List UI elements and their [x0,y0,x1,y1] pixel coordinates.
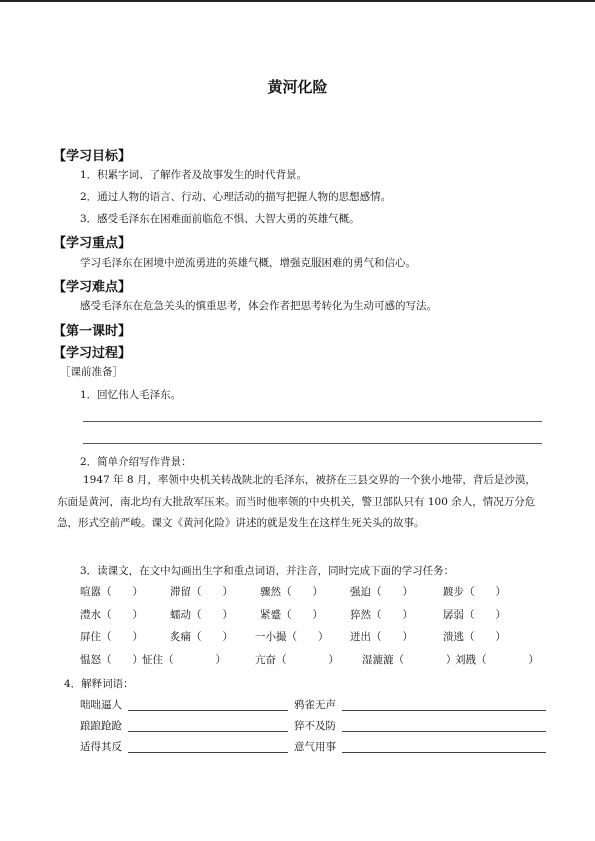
vocab-item[interactable]: 一小撮（ ） [255,631,329,643]
term-label: 猝不及防 [294,720,336,732]
vocab-item[interactable]: 怔住（ ） [142,654,226,666]
objectives-heading: 【学习目标】 [53,149,132,164]
definition-blank[interactable] [342,752,546,753]
vocab-item[interactable]: 孱弱（ ） [443,609,506,621]
vocab-item[interactable]: 屏住（ ） [80,631,143,643]
vocab-item[interactable]: 愠怒（ ） [80,654,143,666]
background-paragraph [57,470,537,535]
key-points-text: 学习毛泽东在困境中逆流勇进的英雄气概，增强克服困难的勇气和信心。 [80,257,416,269]
objective-item-1: 1．积累字词、了解作者及故事发生的时代背景。 [80,169,308,181]
vocab-item[interactable]: 猝然（ ） [350,609,413,621]
answer-line-1[interactable] [83,421,542,422]
page-title: 黄河化险 [267,78,328,96]
objective-item-2: 2．通过人物的语言、行动、心理活动的描写把握人物的思想感情。 [80,191,392,203]
difficulties-text: 感受毛泽东在危急关头的慎重思考，体会作者把思考转化为生动可感的写法。 [80,300,437,312]
term-label: 适得其反 [80,741,122,753]
vocab-item[interactable]: 迸出（ ） [350,631,413,643]
vocab-item[interactable]: 喧嚣（ ） [80,586,143,598]
vocab-item[interactable]: 蠕动（ ） [170,609,233,621]
answer-line-2[interactable] [83,443,542,444]
task-3: 3．读课文，在文中勾画出生字和重点词语，并注音，同时完成下面的学习任务： [80,565,455,577]
key-points-heading: 【学习重点】 [53,236,132,251]
task-1: 1．回忆伟人毛泽东。 [80,389,182,401]
term-label: 咄咄逼人 [80,699,122,711]
term-label: 踉踉跄跄 [80,720,122,732]
vocab-item[interactable]: 骤然（ ） [260,586,323,598]
definition-blank[interactable] [342,710,546,711]
vocab-item[interactable]: 刘戡（ ） [455,654,539,666]
task-4: 4．解释词语： [64,678,134,690]
prep-label: ［课前准备］ [60,366,123,378]
difficulties-heading: 【学习难点】 [53,280,132,295]
definition-blank[interactable] [128,752,288,753]
lesson-heading: 【第一课时】 [53,324,132,339]
vocab-item[interactable]: 紧蹙（ ） [260,609,323,621]
definition-blank[interactable] [342,731,546,732]
vocab-item[interactable]: 踱步（ ） [443,586,506,598]
vocab-item[interactable]: 亢奋（ ） [255,654,339,666]
background-paragraph-text: 1947 年 8 月，率领中央机关转战陕北的毛泽东，被挤在三县交界的一个狭小地带，背后是沙漠，东面是黄河，南北均有大批敌军压来。而当时他率领的中央机关，警卫部队只有 100 余人，情况万分危急，形式空前严峻。课文《黄河化险》讲述的就是发生在这样生死关头的故事。 [57,474,536,529]
definition-blank[interactable] [128,731,288,732]
process-heading: 【学习过程】 [53,346,132,361]
term-label: 鸦雀无声 [294,699,336,711]
vocab-item[interactable]: 溃逃（ ） [443,631,506,643]
task-2: 2．简单介绍写作背景： [80,456,192,468]
vocab-item[interactable]: 强迫（ ） [350,586,413,598]
vocab-item[interactable]: 滞留（ ） [170,586,233,598]
vocab-item[interactable]: 炙痛（ ） [170,631,233,643]
vocab-item[interactable]: 湿漉漉（ ） [362,654,457,666]
definition-blank[interactable] [128,710,288,711]
objective-item-3: 3．感受毛泽东在困难面前临危不惧、大智大勇的英雄气概。 [80,213,360,225]
term-label: 意气用事 [294,741,336,753]
vocab-item[interactable]: 澧水（ ） [80,609,143,621]
page-top-border [0,0,595,2]
